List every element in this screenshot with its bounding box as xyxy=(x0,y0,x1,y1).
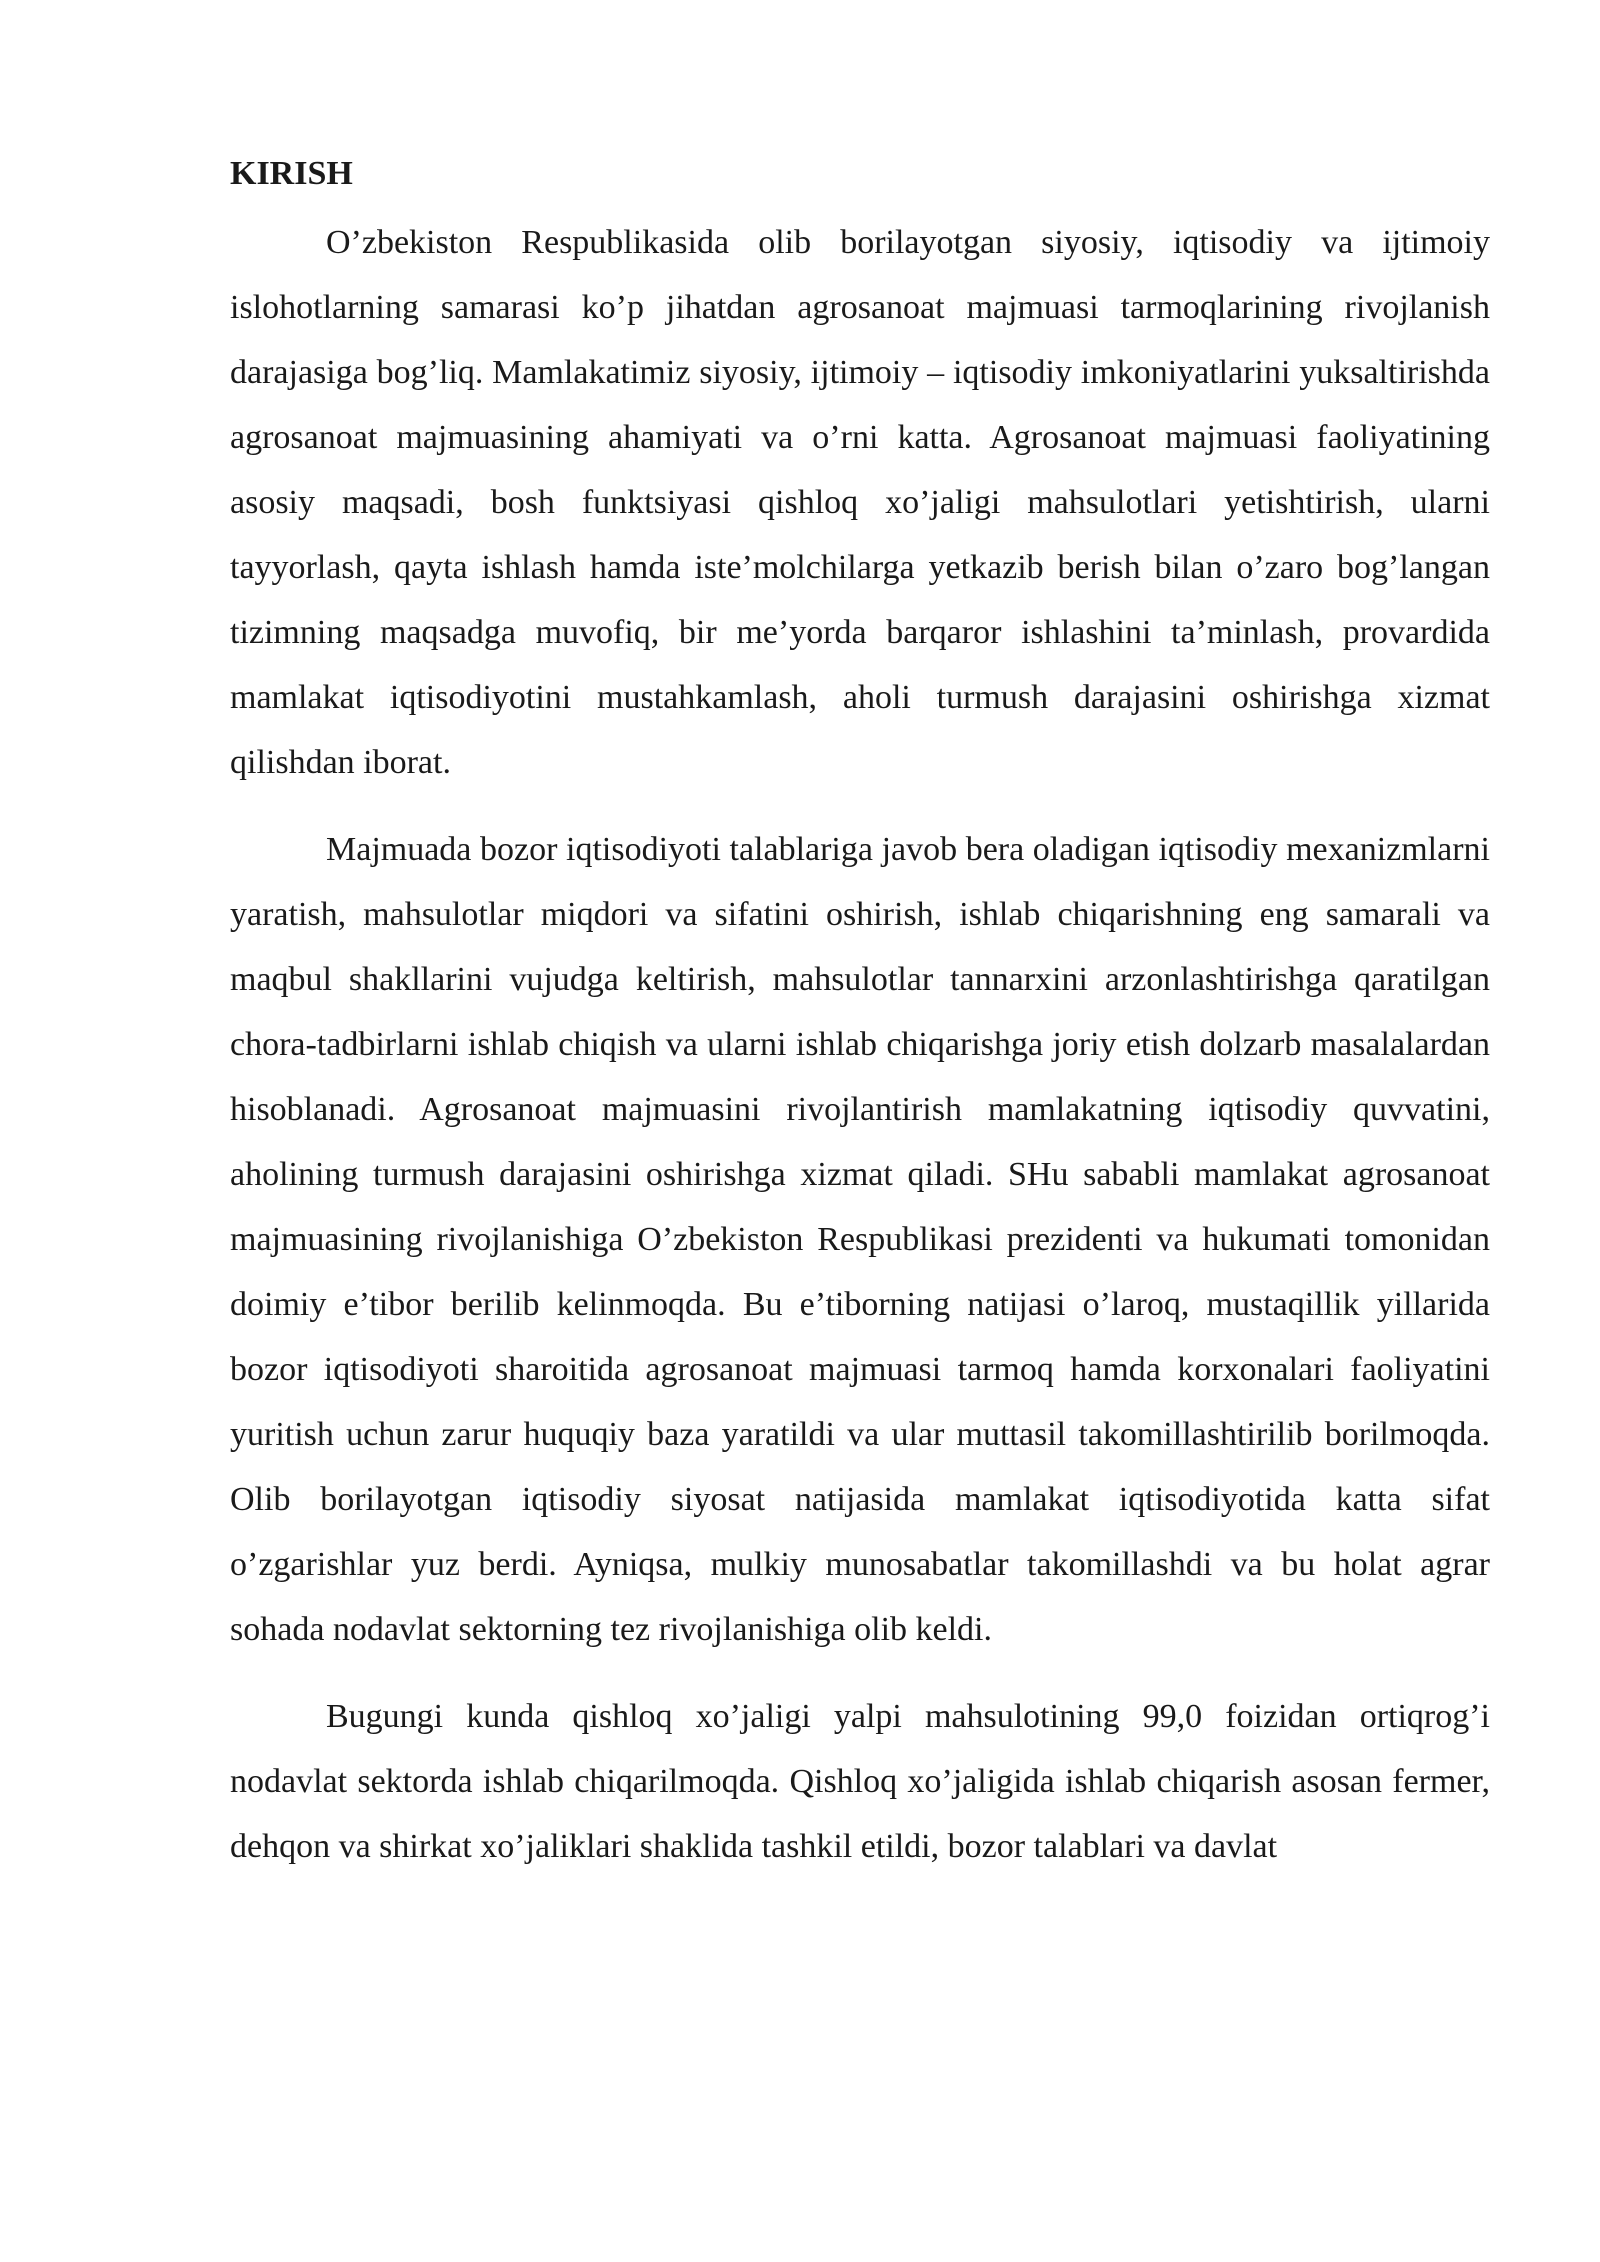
paragraph-3: Bugungi kunda qishloq xo’jaligi yalpi mahsulotining 99,0 foizidan ortiqrog’i nodavlat sektorda ishlab chiqarilmoqda. Qishloq xo’jaligida ishlab chiqarish asosan fermer, dehqon va shirkat xo’jaliklari shaklida tashkil etildi, bozor talablari va davlat xyxy=(230,1698,1490,1865)
section-heading: KIRISH xyxy=(230,155,353,192)
document-body xyxy=(230,148,1490,1901)
paragraph-2: Majmuada bozor iqtisodiyoti talablariga javob bera oladigan iqtisodiy mexanizmlarni yaratish, mahsulotlar miqdori va sifatini oshirish, ishlab chiqarishning eng samarali va maqbul shakllarini vujudga keltirish, mahsulotlar tannarxini arzonlashtirishga qaratilgan chora-tadbirlarni ishlab chiqish va ularni ishlab chiqarishga joriy etish dolzarb masalalardan hisoblanadi. Agrosanoat majmuasini rivojlantirish mamlakatning iqtisodiy quvvatini, aholining turmush darajasini oshirishga xizmat qiladi. SHu sababli mamlakat agrosanoat majmuasining rivojlanishiga O’zbekiston Respublikasi prezidenti va hukumati tomonidan doimiy e’tibor berilib kelinmoqda. Bu e’tiborning natijasi o’laroq, mustaqillik yillarida bozor iqtisodiyoti sharoitida agrosanoat majmuasi tarmoq hamda korxonalari faoliyatini yuritish uchun zarur huquqiy baza yaratildi va ular muttasil takomillashtirilib borilmoqda. Olib borilayotgan iqtisodiy siyosat natijasida mamlakat iqtisodiyotida katta sifat o’zgarishlar yuz berdi. Ayniqsa, mulkiy munosabatlar takomillashdi va bu holat agrar sohada nodavlat sektorning tez rivojlanishiga olib keldi. xyxy=(230,831,1490,1648)
paragraph-1: O’zbekiston Respublikasida olib borilayotgan siyosiy, iqtisodiy va ijtimoiy islohotlarning samarasi ko’p jihatdan agrosanoat majmuasi tarmoqlarining rivojlanish darajasiga bog’liq. Mamlakatimiz siyosiy, ijtimoiy – iqtisodiy imkoniyatlarini yuksaltirishda agrosanoat majmuasining ahamiyati va o’rni katta. Agrosanoat majmuasi faoliyatining asosiy maqsadi, bosh funktsiyasi qishloq xo’jaligi mahsulotlari yetishtirish, ularni tayyorlash, qayta ishlash hamda iste’molchilarga yetkazib berish bilan o’zaro bog’langan tizimning maqsadga muvofiq, bir me’yorda barqaror ishlashini ta’minlash, provardida mamlakat iqtisodiyotini mustahkamlash, aholi turmush darajasini oshirishga xizmat qilishdan iborat. xyxy=(230,224,1490,781)
